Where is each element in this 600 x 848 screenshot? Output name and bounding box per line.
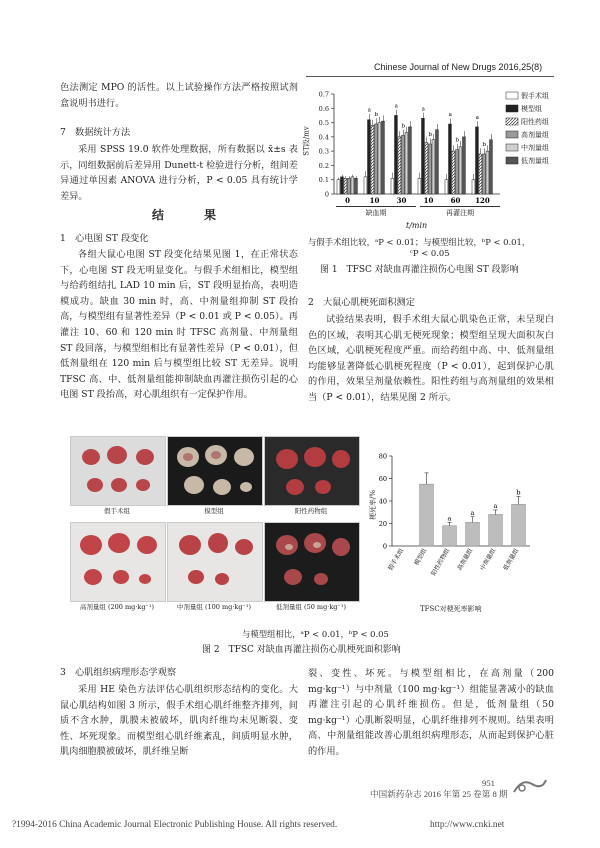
fig1-bar (436, 130, 439, 194)
fig1-legend-label: 阳性药组 (521, 118, 549, 126)
fig2-annotation: a (447, 514, 452, 523)
fig1-bar (364, 177, 367, 194)
panel-label-high-dose: 高剂量组 (200 mg·kg⁻¹) (79, 603, 155, 611)
heart-slices-illustration (71, 437, 165, 505)
fig1-bar (368, 120, 371, 194)
fig2-y-tick-label: 40 (378, 497, 387, 506)
fig1-annotation: b (374, 112, 379, 118)
pathology-heading: 3 心肌组织病理形态学观察 (60, 667, 177, 678)
fig2-y-tick-label: 80 (378, 452, 387, 461)
fig1-bar (483, 154, 486, 194)
panel-label-low-dose: 低剂量组 (50 mg·kg⁻¹) (275, 603, 346, 611)
fig2-y-tick-label: 0 (382, 542, 387, 551)
ecg-heading: 1 心电图 ST 段变化 (60, 233, 149, 244)
fig1-bar (429, 144, 432, 194)
fig1-legend-swatch (506, 118, 518, 125)
figure-2 (70, 436, 550, 648)
photo-mid-dose (167, 522, 263, 602)
stats-heading: 7 数据统计方法 (60, 127, 131, 138)
figure-1 (302, 82, 556, 282)
fig1-y-tick-label: 0.3 (318, 147, 329, 156)
photo-positive (264, 436, 360, 506)
fig2-xlabel: TFSC对梗死率影响 (420, 605, 482, 613)
fig1-bar (463, 137, 466, 194)
fig1-y-tick-label: 0 (324, 190, 329, 199)
fig1-legend-label: 中剂量组 (521, 144, 549, 152)
fig2-annotation: b (516, 488, 521, 497)
heart-slices-illustration (168, 437, 262, 505)
fig1-bar (402, 135, 405, 194)
header-rule (306, 76, 554, 77)
page-number: 951 (482, 778, 495, 788)
fig1-bar (391, 178, 394, 194)
fig1-x-tick-label: 10 (423, 196, 434, 205)
fig2-bar (420, 484, 434, 546)
fig1-bar (341, 177, 344, 194)
fig1-annotation: b (401, 123, 406, 130)
panel-label-mid-dose: 中剂量组 (100 mg·kg⁻¹) (176, 603, 252, 611)
fig2-bar (489, 515, 503, 547)
fig1-legend-label: 假手术组 (521, 92, 549, 100)
fig1-xlabel: t/min (406, 221, 428, 230)
panel-label-model: 模型组 (204, 507, 224, 515)
heart-slices-illustration (265, 437, 359, 505)
fig1-bar (425, 143, 428, 194)
fig1-y-tick-label: 0.2 (318, 161, 329, 170)
fig1-bar (375, 124, 378, 194)
fig2-ylabel: 梗死率/% (369, 489, 378, 521)
fig1-x-tick-label: 60 (450, 196, 461, 205)
fig1-legend-label: 低剂量组 (521, 157, 549, 165)
fig2-category-label: 假手术组 (387, 547, 406, 572)
fig2-bar (466, 522, 480, 546)
panel-label-sham: 假手术组 (104, 507, 130, 515)
fig1-x-tick-label: 0 (345, 196, 350, 205)
fig1-legend-label: 高剂量组 (521, 131, 549, 139)
fig1-y-tick-label: 0.1 (318, 176, 329, 185)
panel-label-positive: 阳性药物组 (294, 507, 328, 515)
fig1-bar (409, 127, 412, 194)
fig1-legend-swatch (506, 92, 518, 99)
journal-logo-icon (512, 776, 548, 796)
journal-header: Chinese Journal of New Drugs 2016,25(8) (374, 62, 543, 72)
fig1-bar (337, 180, 340, 194)
fig1-legend-swatch (506, 105, 518, 112)
fig2-caption: 图 2 TFSC 对缺血再灌注损伤心肌梗死面积影响 (202, 645, 401, 655)
fig1-bar (476, 127, 479, 194)
fig1-bar (452, 151, 455, 194)
fig1-legend-swatch (506, 131, 518, 138)
fig1-annotation: a (475, 114, 479, 121)
journal-footer: 中国新药杂志 2016 年第 25 卷第 8 期 (370, 789, 508, 799)
fig1-bar (490, 140, 493, 194)
fig1-legend-swatch (506, 144, 518, 151)
copyright-notice: ?1994-2016 China Academic Journal Electronic Publishing House. All rights reserved. (12, 820, 338, 830)
fig2-chart (362, 436, 552, 626)
fig1-bar (472, 180, 475, 194)
fig2-category-label: 中剂量组 (479, 547, 498, 572)
fig1-bar (371, 125, 374, 194)
fig1-bar (418, 178, 421, 194)
fig1-y-tick-label: 0.4 (318, 133, 329, 142)
fig1-bar (449, 124, 452, 194)
fig2-y-tick-label: 60 (378, 475, 387, 483)
fig2-annotation: a (470, 508, 475, 517)
fig1-annotation: b (428, 132, 433, 138)
fig1-annotation: a (448, 112, 452, 118)
fig1-bar (456, 150, 459, 194)
cnki-url[interactable]: http://www.cnki.net (430, 820, 505, 830)
fig1-x-tick-label: 120 (475, 196, 490, 205)
fig1-bar (432, 140, 435, 194)
fig1-note-1: 与假手术组比较，ᵃP < 0.01；与模型组比较，ᵇP < 0.01， (308, 237, 531, 247)
fig1-bar (344, 178, 347, 194)
journal-logo (512, 776, 548, 796)
fig1-bar (405, 133, 408, 194)
photo-low-dose (264, 522, 360, 602)
ecg-paragraph: 各组大鼠心电图 ST 段变化结果见图 1，在正常状态下，心电图 ST 段无明显变化。与假手术组相比，模型组与给药组结扎 LAD 10 min 后，ST 段明显抬高，表明造模成功。缺血 30 min 时，高、中剂量组抑制 ST 段抬高，与模型组有显著性差异（P < 0.01 或 P < 0.05）。再灌注 10、60 和 120 min 时 TFSC 高剂量、中剂量组 ST 段回落，与模型组相比有显著性差异（P < 0.01），但低剂量组在 120 min 后与模型组比较 ST 无差异。说明 TFSC 高、中、低剂量组能抑制缺血再灌注损伤引起的心电图 ST 段抬高，对心肌组织有一定保护作用。 (60, 249, 298, 401)
fig1-legend-swatch (506, 157, 518, 164)
pathology-left-paragraph: 采用 HE 染色方法评估心肌组织形态结构的变化。大鼠心肌结构如图 3 所示，假手术组心肌纤维整齐排列，间质不含水肿，肌膜未被破坏，肌肉纤维均未见断裂、变性、坏死现象。而模型组心肌纤维紊乱，间质明显水肿，肌肉细胞膜被破坏，肌纤维呈断 (60, 684, 298, 758)
fig1-y-tick-label: 0.5 (318, 119, 329, 128)
fig1-phase-reperfusion: 再灌注期 (420, 206, 500, 218)
heart-slices-illustration (168, 523, 262, 601)
fig2-category-label: 阳性药物组 (430, 547, 452, 577)
fig1-bar (422, 118, 425, 194)
fig1-bar (459, 147, 462, 194)
fig1-annotation: b (482, 142, 487, 148)
area-paragraph: 试验结果表明，假手术组大鼠心肌染色正常，未呈现白色的区域，表明其心肌无梗死现象；模型组呈现大面积灰白色区域，心肌梗死程度严重。而给药组中高、中、低剂量组均能够显著降低心肌梗死程度（P < 0.01），起到保护心肌的作用，效果呈剂量依赖性。阳性药组与高剂量组的效果相当（P < 0.01），结果见图 2 所示。 (308, 314, 554, 403)
fig1-bar (348, 178, 351, 194)
fig1-note-2: ᶜP < 0.05 (410, 248, 450, 258)
heart-slices-illustration (265, 523, 359, 601)
fig1-phase-ischemia: 缺血期 (336, 206, 416, 218)
photo-model (167, 436, 263, 506)
fig1-bar (395, 115, 398, 194)
photo-high-dose (70, 522, 166, 602)
fig1-bar (398, 137, 401, 194)
results-title: 结 果 (152, 208, 231, 222)
stats-paragraph: 采用 SPSS 19.0 软件处理数据，所有数据以 x̄±s 表示，同组数据前后差异用 Dunett-t 检验进行分析，组间差异通过单因素 ANOVA 进行分析，P < 0.05 具有统计学差异。 (60, 144, 298, 202)
pathology-right-paragraph: 裂、变性、坏死。与模型组相比，在高剂量（200 mg·kg⁻¹）与中剂量（100 mg·kg⁻¹）组能显著减小的缺血再灌注引起的心肌纤维损伤。但是，低剂量组（50 mg·kg⁻¹）心肌断裂明显，心肌纤维排列不规则。结果表明高、中剂量组能改善心肌组织病理形态，从而起到保护心脏的作用。 (308, 668, 554, 757)
fig1-bar (479, 154, 482, 194)
fig2-category-label: 低剂量组 (502, 547, 521, 572)
fig1-bar (351, 177, 354, 194)
fig2-bar (512, 504, 526, 546)
photo-sham (70, 436, 166, 506)
fig1-y-tick-label: 0.6 (318, 104, 329, 113)
fig2-bar (443, 526, 457, 546)
fig1-bar (378, 123, 381, 194)
fig1-x-tick-label: 30 (396, 196, 407, 205)
fig1-bar (382, 121, 385, 194)
fig2-category-label: 模型组 (413, 547, 429, 567)
fig1-ylabel: ST段/mv (302, 126, 311, 156)
fig1-chart (306, 82, 556, 222)
fig1-x-tick-label: 10 (369, 196, 380, 205)
fig2-y-tick-label: 20 (378, 520, 387, 528)
fig2-annotation: a (493, 502, 498, 510)
fig1-bar (486, 151, 489, 194)
fig1-annotation: b (455, 137, 460, 144)
area-heading: 2 大鼠心肌梗死面积测定 (308, 297, 415, 308)
fig1-caption: 图 1 TFSC 对缺血再灌注损伤心电图 ST 段影响 (320, 265, 519, 275)
fig1-legend-label: 模型组 (521, 105, 542, 113)
methods-intro: 色法测定 MPO 的活性。以上试验操作方法严格按照试剂盒说明书进行。 (60, 82, 298, 109)
heart-slices-illustration (71, 523, 165, 601)
fig1-bar (445, 180, 448, 194)
fig1-annotation: a (394, 103, 398, 110)
fig1-y-tick-label: 0.7 (318, 90, 329, 99)
fig2-category-label: 高剂量组 (456, 547, 475, 572)
fig2-note: 与模型组相比，ᵃP < 0.01，ᵇP < 0.05 (242, 629, 389, 639)
fig1-bar (355, 178, 358, 194)
fig1-annotation: a (367, 107, 371, 114)
fig1-annotation: a (421, 106, 425, 113)
